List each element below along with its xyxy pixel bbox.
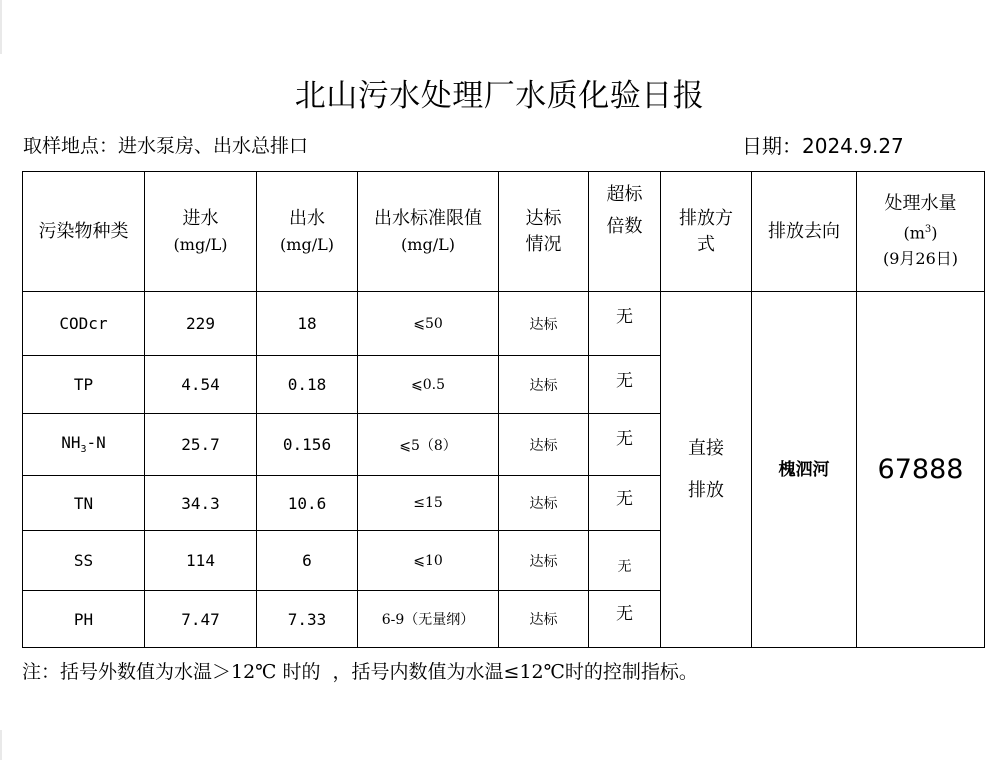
exceed-value: 无 bbox=[589, 531, 661, 591]
header-exceed-line1: 超标 bbox=[606, 184, 643, 205]
exceed-value: 无 bbox=[589, 292, 661, 356]
header-outflow bbox=[257, 172, 358, 292]
exceed-value: 无 bbox=[589, 591, 661, 648]
pollutant-name: PH bbox=[23, 591, 145, 648]
page-edge-mark bbox=[0, 730, 2, 760]
header-volume-label: 处理水量 bbox=[884, 192, 957, 214]
header-limit-unit: (mg/L) bbox=[401, 234, 455, 254]
discharge-method-line1: 直接 bbox=[688, 437, 724, 459]
inflow-value: 229 bbox=[145, 292, 257, 356]
pollutant-name: SS bbox=[23, 531, 145, 591]
outflow-value: 18 bbox=[257, 292, 358, 356]
pollutant-name: CODcr bbox=[23, 292, 145, 356]
treated-volume: 67888 bbox=[857, 292, 985, 648]
inflow-value: 4.54 bbox=[145, 356, 257, 414]
header-exceed-line2: 倍数 bbox=[606, 216, 643, 237]
header-pollutant: 污染物种类 bbox=[23, 172, 145, 292]
header-volume-unit bbox=[857, 217, 984, 246]
volume-unit-close: ) bbox=[931, 223, 938, 243]
volume-unit-sup: 3 bbox=[924, 223, 932, 235]
volume-unit-open: (m bbox=[903, 223, 925, 243]
table-row bbox=[23, 292, 985, 356]
discharge-destination: 槐泗河 bbox=[752, 292, 857, 648]
exceed-value: 无 bbox=[589, 476, 661, 531]
header-method-line2: 式 bbox=[697, 233, 715, 255]
pollutant-name: TP bbox=[23, 356, 145, 414]
water-quality-table bbox=[22, 171, 985, 648]
page-edge-mark bbox=[0, 0, 2, 54]
pollutant-main: NH bbox=[61, 433, 81, 453]
outflow-value: 0.18 bbox=[257, 356, 358, 414]
header-status-line1: 达标 bbox=[525, 207, 562, 229]
limit-value: 6-9（无量纲） bbox=[358, 591, 499, 648]
outflow-value: 0.156 bbox=[257, 414, 358, 476]
report-title: 北山污水处理厂水质化验日报 bbox=[294, 78, 705, 114]
status-value: 达标 bbox=[499, 476, 589, 531]
limit-value: ⩽5（8） bbox=[358, 414, 499, 476]
header-inflow bbox=[145, 172, 257, 292]
inflow-value: 114 bbox=[145, 531, 257, 591]
inflow-value: 34.3 bbox=[145, 476, 257, 531]
header-limit bbox=[358, 172, 499, 292]
pollutant-tail: -N bbox=[86, 433, 106, 453]
header-outflow-unit: (mg/L) bbox=[280, 234, 334, 254]
status-value: 达标 bbox=[499, 356, 589, 414]
header-method bbox=[661, 172, 752, 292]
header-inflow-label: 进水 bbox=[182, 207, 219, 229]
table-header-row bbox=[23, 172, 985, 292]
inflow-value: 7.47 bbox=[145, 591, 257, 648]
discharge-method bbox=[661, 292, 752, 648]
outflow-value: 10.6 bbox=[257, 476, 358, 531]
limit-value: ⩽0.5 bbox=[358, 356, 499, 414]
header-status bbox=[499, 172, 589, 292]
pollutant-subscript: 3 bbox=[80, 444, 87, 456]
status-value: 达标 bbox=[499, 531, 589, 591]
outflow-value: 7.33 bbox=[257, 591, 358, 648]
footnote: 注：括号外数值为水温＞12℃ 时的 ，括号内数值为水温≤12℃时的控制指标。 bbox=[22, 661, 698, 683]
header-inflow-unit: (mg/L) bbox=[173, 234, 228, 254]
sampling-location: 取样地点：进水泵房、出水总排口 bbox=[23, 135, 309, 157]
header-outflow-label: 出水 bbox=[289, 207, 325, 229]
limit-value: ⩽10 bbox=[358, 531, 499, 591]
header-method-line1: 排放方 bbox=[679, 207, 733, 229]
report-date: 日期：2024.9.27 bbox=[742, 134, 904, 158]
limit-value: ≤15 bbox=[358, 476, 499, 531]
limit-value: ⩽50 bbox=[358, 292, 499, 356]
status-value: 达标 bbox=[499, 292, 589, 356]
header-status-line2: 情况 bbox=[525, 233, 562, 255]
inflow-value: 25.7 bbox=[145, 414, 257, 476]
exceed-value: 无 bbox=[589, 356, 661, 414]
header-volume bbox=[857, 172, 985, 292]
status-value: 达标 bbox=[499, 414, 589, 476]
discharge-method-line2: 排放 bbox=[688, 479, 724, 501]
exceed-value: 无 bbox=[589, 414, 661, 476]
header-destination: 排放去向 bbox=[752, 172, 857, 292]
header-limit-label: 出水标准限值 bbox=[374, 207, 482, 229]
header-exceed bbox=[589, 172, 661, 292]
pollutant-name bbox=[23, 414, 145, 476]
pollutant-name: TN bbox=[23, 476, 145, 531]
status-value: 达标 bbox=[499, 591, 589, 648]
outflow-value: 6 bbox=[257, 531, 358, 591]
header-volume-date: (9月26日) bbox=[882, 249, 959, 269]
